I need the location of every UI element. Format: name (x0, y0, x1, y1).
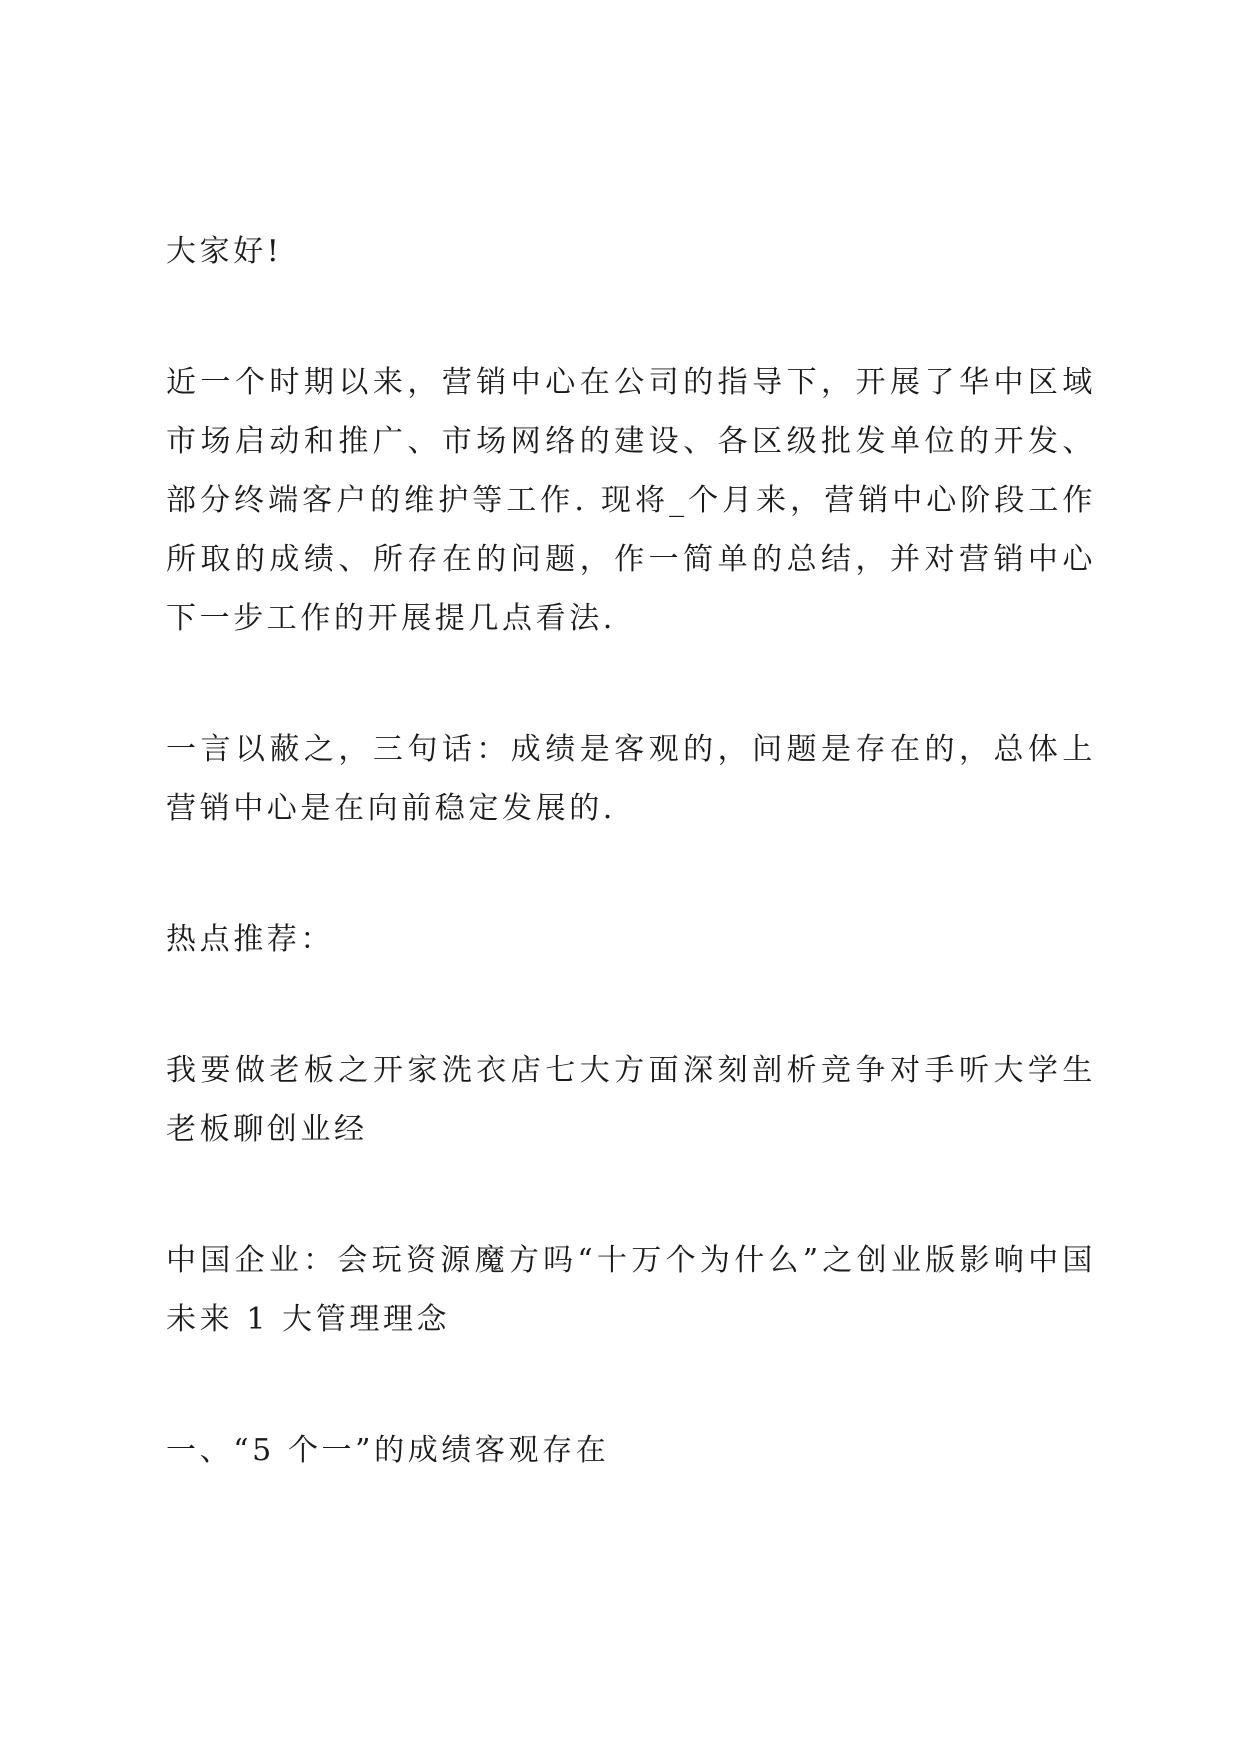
paragraph-summary-intro: 近一个时期以来，营销中心在公司的指导下，开展了华中区域市场启动和推广、市场网络的建设、各区级批发单位的开发、部分终端客户的维护等工作. 现将_个月来，营销中心阶段工作所取的成绩、所存在的问题，作一简单的总结，并对营销中心下一步工作的开展提几点看法. (166, 365, 1096, 636)
section-heading: 一、“5 个一”的成绩客观存在 (166, 1433, 610, 1468)
greeting: 大家好! (166, 234, 283, 269)
hot-recommend-item: 我要做老板之开家洗衣店七大方面深刻剖析竞争对手听大学生老板聊创业经 (166, 1053, 1096, 1147)
hot-recommend-label: 热点推荐： (166, 922, 334, 957)
document-body (166, 222, 1096, 1552)
hot-recommend-item: 中国企业：会玩资源魔方吗“十万个为什么”之创业版影响中国未来 1 大管理理念 (166, 1243, 1096, 1337)
paragraph-summary-conclusion: 一言以蔽之，三句话：成绩是客观的，问题是存在的，总体上营销中心是在向前稳定发展的. (166, 732, 1096, 826)
